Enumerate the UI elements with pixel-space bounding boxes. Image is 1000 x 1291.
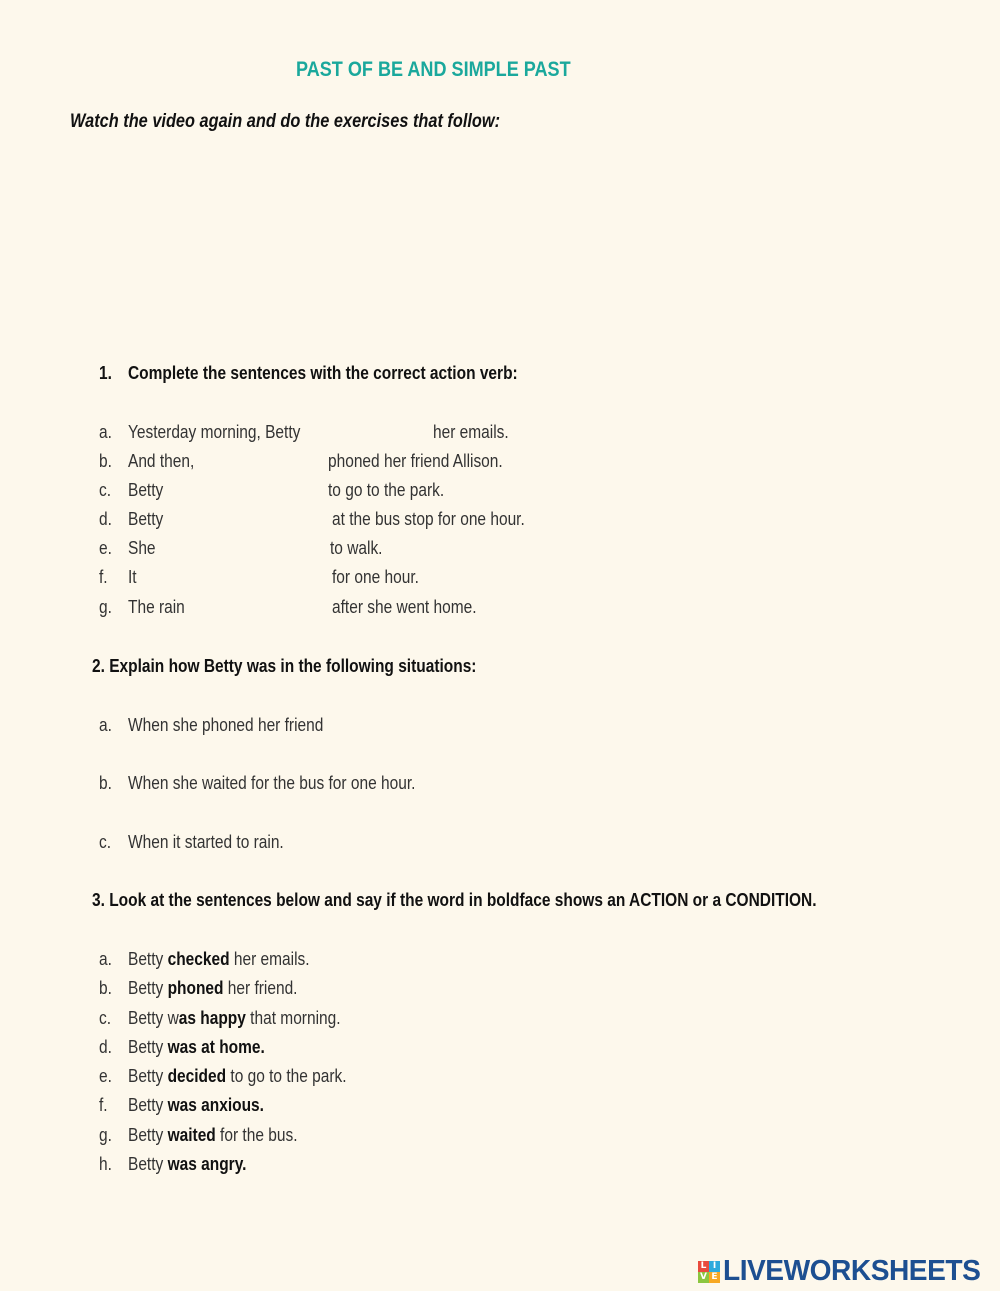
item-letter: a.	[99, 422, 112, 442]
section1-number: 1.	[99, 363, 112, 383]
item-letter: g.	[99, 1125, 112, 1145]
page-title: PAST OF BE AND SIMPLE PAST	[296, 58, 571, 81]
situation-text: When she phoned her friend	[128, 715, 324, 735]
item-letter: h.	[99, 1154, 112, 1174]
sentence-pre: Betty	[128, 1154, 168, 1174]
bold-word: was at home.	[167, 1037, 265, 1057]
answer-blank-b[interactable]	[205, 451, 321, 474]
bold-word: as happy	[178, 1008, 246, 1028]
bold-word: was angry.	[167, 1154, 247, 1174]
sentence-post: her emails.	[229, 949, 310, 969]
sentence-post: her friend.	[223, 978, 298, 998]
item-letter: c.	[99, 480, 112, 500]
sentence	[128, 1125, 298, 1146]
sentence-start: She	[128, 538, 156, 558]
item-letter: b.	[99, 773, 112, 793]
logo-mark-v: V	[698, 1272, 709, 1283]
sentence-end: at the bus stop for one hour.	[332, 509, 525, 529]
sentence-start: Betty	[128, 509, 164, 529]
logo-mark-l: L	[698, 1261, 709, 1272]
section2-heading: 2. Explain how Betty was in the following situations:	[92, 656, 477, 676]
answer-blank-a[interactable]	[318, 422, 426, 445]
answer-blank-f[interactable]	[150, 567, 325, 590]
sentence-pre: Betty	[128, 1037, 168, 1057]
item-letter: b.	[99, 451, 112, 471]
sentence-pre: Betty	[128, 949, 168, 969]
sentence-start: And then,	[128, 451, 195, 471]
sentence	[128, 1037, 265, 1058]
situation-text: When she waited for the bus for one hour.	[128, 773, 416, 793]
item-letter: f.	[99, 567, 108, 587]
instruction-text: Watch the video again and do the exercises that follow:	[70, 111, 501, 132]
sentence-pre: Betty	[128, 1066, 168, 1086]
answer-blank-c[interactable]	[175, 480, 321, 503]
item-letter: d.	[99, 1037, 112, 1057]
sentence-pre: Betty w	[128, 1008, 179, 1028]
sentence	[128, 1154, 246, 1175]
sentence-post: that morning.	[245, 1008, 341, 1028]
sentence-post: to go to the park.	[226, 1066, 347, 1086]
sentence-start: It	[128, 567, 137, 587]
sentence	[128, 1095, 264, 1116]
item-letter: g.	[99, 597, 112, 617]
bold-word: phoned	[167, 978, 224, 998]
logo-mark-e: E	[709, 1272, 720, 1283]
sentence-start: The rain	[128, 597, 185, 617]
sentence-end: her emails.	[433, 422, 509, 442]
item-letter: c.	[99, 1008, 112, 1028]
bold-word: checked	[167, 949, 230, 969]
item-letter: e.	[99, 1066, 112, 1086]
sentence-end: to go to the park.	[328, 480, 445, 500]
answer-blank-2c[interactable]	[310, 832, 610, 855]
sentence-pre: Betty	[128, 1095, 168, 1115]
bold-word: decided	[167, 1066, 227, 1086]
liveworksheets-logo	[698, 1255, 988, 1288]
sentence-start: Yesterday morning, Betty	[128, 422, 301, 442]
sentence-end: phoned her friend Allison.	[328, 451, 503, 471]
logo-mark-icon	[698, 1261, 720, 1283]
item-letter: f.	[99, 1095, 108, 1115]
logo-text: LIVEWORKSHEETS	[723, 1255, 981, 1287]
sentence	[128, 1008, 341, 1029]
sentence	[128, 1066, 347, 1087]
item-letter: a.	[99, 949, 112, 969]
bold-word: waited	[167, 1125, 216, 1145]
sentence-start: Betty	[128, 480, 164, 500]
item-letter: d.	[99, 509, 112, 529]
item-letter: c.	[99, 832, 112, 852]
situation-text: When it started to rain.	[128, 832, 284, 852]
bold-word: was anxious.	[167, 1095, 264, 1115]
sentence-end: for one hour.	[332, 567, 419, 587]
sentence-pre: Betty	[128, 978, 168, 998]
sentence-pre: Betty	[128, 1125, 168, 1145]
sentence	[128, 949, 310, 970]
sentence-post: for the bus.	[215, 1125, 298, 1145]
section1-heading: Complete the sentences with the correct action verb:	[128, 363, 518, 383]
answer-blank-d[interactable]	[175, 509, 325, 532]
answer-blank-e[interactable]	[165, 538, 323, 561]
logo-mark-i: I	[709, 1261, 720, 1272]
section3-heading: 3. Look at the sentences below and say if the word in boldface shows an ACTION or a CONDITION.	[92, 890, 817, 910]
sentence-end: to walk.	[330, 538, 383, 558]
answer-blank-2b[interactable]	[445, 773, 745, 796]
answer-blank-g[interactable]	[198, 597, 325, 620]
item-letter: e.	[99, 538, 112, 558]
answer-blank-2a[interactable]	[345, 715, 645, 738]
sentence-end: after she went home.	[332, 597, 477, 617]
sentence	[128, 978, 297, 999]
item-letter: b.	[99, 978, 112, 998]
item-letter: a.	[99, 715, 112, 735]
